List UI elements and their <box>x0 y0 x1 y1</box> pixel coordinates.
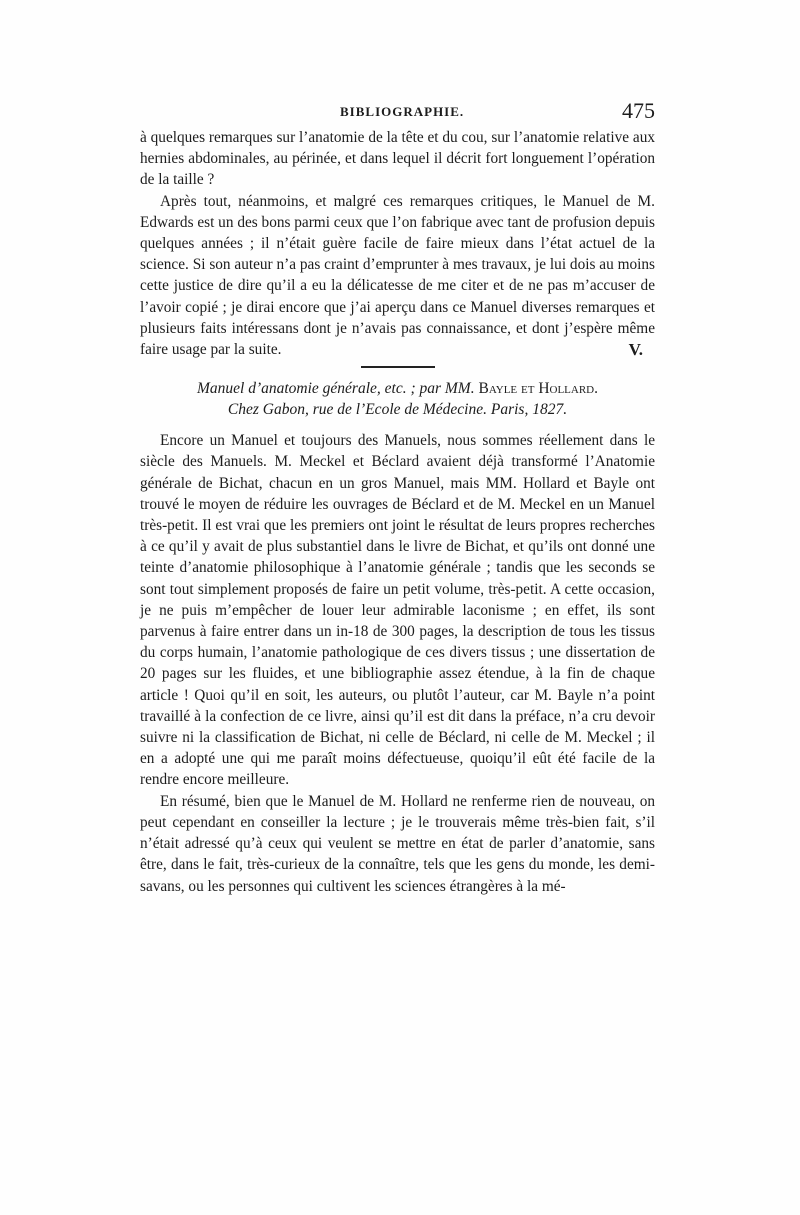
review-title-line1: Manuel d’anatomie générale, etc. ; par MM. <box>196 380 475 398</box>
paragraph-1: à quelques remarques sur l’anatomie de la tête et du cou, sur l’anatomie relative aux hernies abdominales, au périnée, et dans lequel il décrit fort longuement l’opération de la taille ? <box>140 129 655 189</box>
running-title: BIBLIOGRAPHIE. <box>340 104 465 119</box>
review-heading <box>140 378 655 420</box>
paragraph-3: Encore un Manuel et toujours des Manuels, nous sommes réellement dans le siècle des Manuels. M. Meckel et Béclard avaient déjà transformé l’Anatomie générale de Bichat, chacun en un gros Manuel, mais MM. Hollard et Bayle ont trouvé le moyen de réduire les ouvrages de Béclard et de M. Meckel en un Manuel très-petit. Il est vrai que les premiers ont joint le résultat de leurs propres recherches à ce qu’il y avait de plus substantiel dans le livre de Bichat, et qu’ils ont donné une teinte d’anatomie philosophique à l’anatomie générale ; tandis que les seconds se sont tout simplement proposés de faire un petit volume, très-petit. A cette occasion, je ne puis m’empêcher de louer leur admirable laconisme ; en effet, ils sont parvenus à faire entrer dans un in-18 de 300 pages, la description de tous les tissus du corps humain, l’anatomie pathologique de ces divers tissus ; une dissertation de 20 pages sur les fluides, et une bibliographie assez étendue, à la fin de chaque article ! Quoi qu’il en soit, les auteurs, ou plutôt l’auteur, car M. Bayle n’a point travaillé à la confection de ce livre, ainsi qu’il est dit dans la préface, n’a cru devoir suivre ni la classification de Bichat, ni celle de Béclard, ni celle de M. Meckel ; il en a adopté une qui me paraît moins défectueuse, quoiqu’il eût été facile de la rendre encore meilleure. <box>140 432 655 789</box>
review-title-line2: Chez Gabon, rue de l’Ecole de Médecine. Paris, 1827. <box>227 401 568 419</box>
paragraph-4: En résumé, bien que le Manuel de M. Hollard ne renferme rien de nouveau, on peut cependant en conseiller la lecture ; je le trouverais même très-bien fait, s’il n’était adressé qu’à ceux qui veulent se mettre en état de parler d’anatomie, sans être, dans le fait, très-curieux de la connaître, tels que les gens du monde, les demi-savans, ou les personnes qui cultivent les sciences étrangères à la mé- <box>140 792 655 895</box>
review-authors: Bayle et Hollard. <box>478 380 599 398</box>
page-body <box>140 127 655 897</box>
section-divider <box>361 366 435 368</box>
page-number: 475 <box>622 98 655 123</box>
signature: V. <box>628 340 643 360</box>
paragraph-2: Après tout, néanmoins, et malgré ces remarques critiques, le Manuel de M. Edwards est un des bons parmi ceux que l’on fabrique avec tant de profusion depuis quelques années ; il n’était guère facile de faire mieux dans l’état actuel de la science. Si son auteur n’a pas craint d’emprunter à mes travaux, je lui dois au moins cette justice de dire qu’il a eu la délicatesse de me citer et de ne pas m’accuser de l’avoir copié ; je dirai encore que j’ai aperçu dans ce Manuel diverses remarques et plusieurs faits intéressans dont je n’avais pas connaissance, et dont j’espère même faire usage par la suite. <box>140 192 655 359</box>
